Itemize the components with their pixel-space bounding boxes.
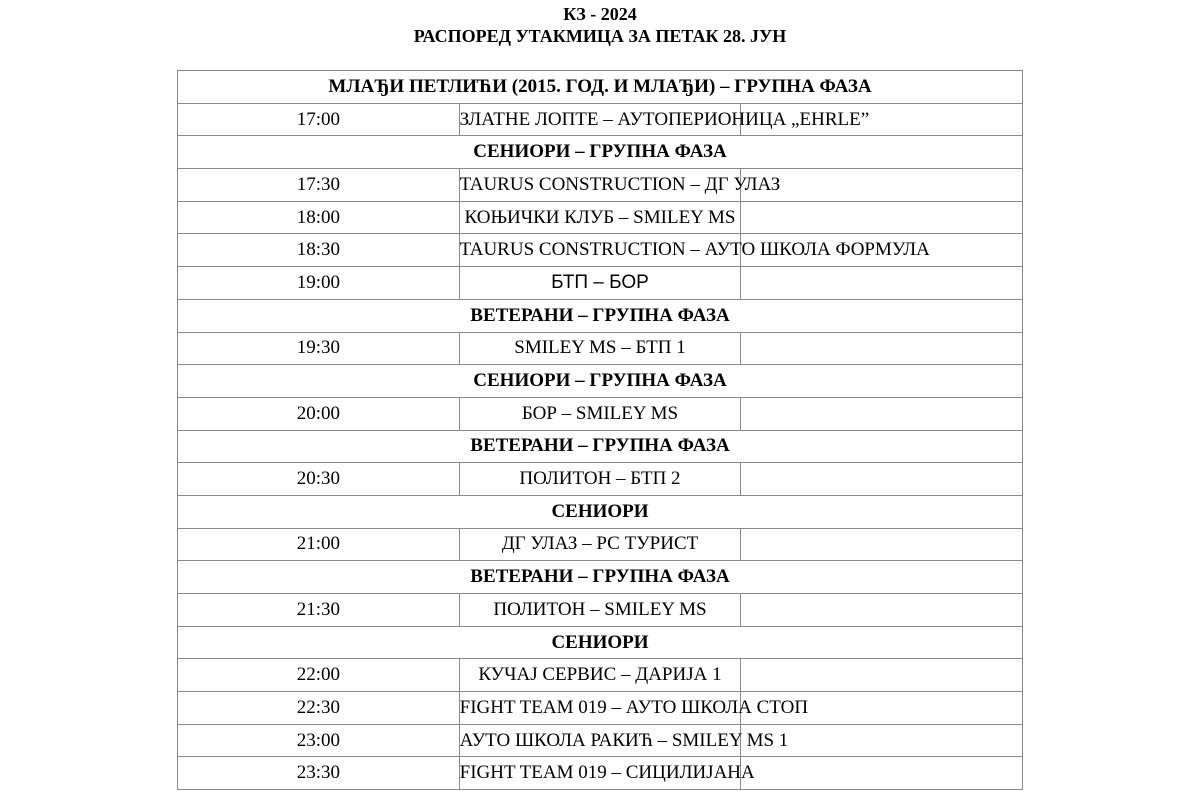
match-result [741, 169, 1023, 202]
match-row [178, 692, 1023, 725]
match-time: 17:30 [178, 169, 460, 202]
match-teams: ПОЛИТОН – БТП 2 [459, 463, 741, 496]
document-title: КЗ - 2024 [563, 4, 637, 24]
match-result [741, 397, 1023, 430]
match-teams: КОЊИЧКИ КЛУБ – SMILEY MS [459, 201, 741, 234]
match-teams: FIGHT TEAM 019 – АУТО ШКОЛА СТОП [459, 692, 741, 725]
schedule-table [177, 70, 1023, 790]
match-result [741, 757, 1023, 790]
section-header-row [178, 561, 1023, 594]
match-time: 20:00 [178, 397, 460, 430]
match-row [178, 397, 1023, 430]
match-result [741, 528, 1023, 561]
match-time: 21:30 [178, 594, 460, 627]
match-time: 18:00 [178, 201, 460, 234]
section-title: СЕНИОРИ – ГРУПНА ФАЗА [178, 136, 1023, 169]
section-header-row [178, 365, 1023, 398]
match-time: 21:00 [178, 528, 460, 561]
match-time: 19:00 [178, 267, 460, 300]
match-time: 19:30 [178, 332, 460, 365]
section-title: СЕНИОРИ – ГРУПНА ФАЗА [178, 365, 1023, 398]
match-result [741, 659, 1023, 692]
match-teams: ДГ УЛАЗ – РС ТУРИСТ [459, 528, 741, 561]
match-time: 20:30 [178, 463, 460, 496]
match-time: 22:30 [178, 692, 460, 725]
match-row [178, 234, 1023, 267]
section-title: МЛАЂИ ПЕТЛИЋИ (2015. ГОД. И МЛАЂИ) – ГРУПНА ФАЗА [178, 71, 1023, 104]
match-row [178, 528, 1023, 561]
match-teams: ПОЛИТОН – SMILEY MS [459, 594, 741, 627]
match-teams: ЗЛАТНЕ ЛОПТЕ – АУТОПЕРИОНИЦА „EHRLE” [459, 103, 741, 136]
match-time: 22:00 [178, 659, 460, 692]
match-result [741, 267, 1023, 300]
match-teams: КУЧАЈ СЕРВИС – ДАРИЈА 1 [459, 659, 741, 692]
section-header-row [178, 299, 1023, 332]
match-teams: TAURUS CONSTRUCTION – ДГ УЛАЗ [459, 169, 741, 202]
match-result [741, 463, 1023, 496]
match-teams: БОР – SMILEY MS [459, 397, 741, 430]
section-title: ВЕТЕРАНИ – ГРУПНА ФАЗА [178, 561, 1023, 594]
match-row [178, 103, 1023, 136]
match-teams: БТП – БОР [459, 267, 741, 300]
match-time: 23:00 [178, 724, 460, 757]
match-time: 17:00 [178, 103, 460, 136]
match-teams: FIGHT TEAM 019 – СИЦИЛИЈАНА [459, 757, 741, 790]
section-header-row [178, 136, 1023, 169]
document-subtitle: РАСПОРЕД УТАКМИЦА ЗА ПЕТАК 28. ЈУН [413, 26, 787, 46]
match-teams: АУТО ШКОЛА РАКИЋ – SMILEY MS 1 [459, 724, 741, 757]
match-row [178, 757, 1023, 790]
match-row [178, 594, 1023, 627]
match-row [178, 463, 1023, 496]
match-time: 18:30 [178, 234, 460, 267]
section-header-row [178, 430, 1023, 463]
match-time: 23:30 [178, 757, 460, 790]
section-header-row [178, 71, 1023, 104]
match-row [178, 332, 1023, 365]
section-header-row [178, 626, 1023, 659]
section-title: ВЕТЕРАНИ – ГРУПНА ФАЗА [178, 299, 1023, 332]
match-row [178, 169, 1023, 202]
match-teams: SMILEY MS – БТП 1 [459, 332, 741, 365]
match-row [178, 267, 1023, 300]
match-row [178, 724, 1023, 757]
section-title: СЕНИОРИ [178, 626, 1023, 659]
section-title: ВЕТЕРАНИ – ГРУПНА ФАЗА [178, 430, 1023, 463]
section-header-row [178, 495, 1023, 528]
schedule-body [178, 71, 1023, 790]
match-teams: TAURUS CONSTRUCTION – АУТО ШКОЛА ФОРМУЛА [459, 234, 741, 267]
match-result [741, 201, 1023, 234]
section-title: СЕНИОРИ [178, 495, 1023, 528]
match-row [178, 201, 1023, 234]
match-row [178, 659, 1023, 692]
match-result [741, 594, 1023, 627]
match-result [741, 332, 1023, 365]
